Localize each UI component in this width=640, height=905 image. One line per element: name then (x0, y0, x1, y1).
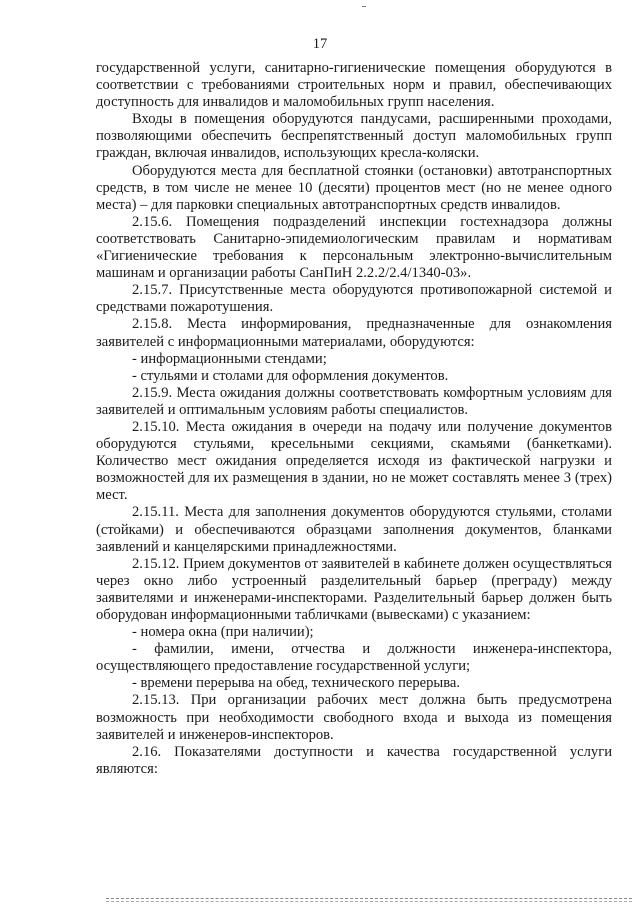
paragraph: государственной услуги, санитарно-гигиенические помещения оборудуются в соответствии с требованиями строительных норм и правил, обеспечивающих доступность для инвалидов и маломобильных групп населения. (96, 60, 612, 111)
scan-mark (362, 6, 366, 7)
paragraph: Оборудуются места для бесплатной стоянки (остановки) автотранспортных средств, в том числе не менее 10 (десяти) процентов мест (но не менее одного места) – для парковки специальных автотранспортных средств инвалидов. (96, 162, 612, 213)
paragraph: 2.15.10. Места ожидания в очереди на подачу или получение документов оборудуются стульями, кресельными секциями, скамьями (банкетками). Количество мест ожидания определяется исходя из фактической нагрузки и возможностей для их размещения в здании, но не может составлять менее 3 (трех) мест. (96, 418, 612, 504)
paragraph: Входы в помещения оборудуются пандусами, расширенными проходами, позволяющими обеспечить беспрепятственный доступ маломобильных групп граждан, включая инвалидов, использующих кресла-коляски. (96, 111, 612, 162)
list-item: - времени перерыва на обед, технического перерыва. (132, 675, 461, 692)
paragraph: 2.15.12. Прием документов от заявителей в кабинете должен осуществляться через окно либо устроенный разделительный барьер (преграду) между заявителями и инженерами-инспекторами. Разделительный барьер должен быть оборудован информационными табличками (вывесками) с указанием: (96, 555, 612, 623)
paragraph: 2.15.9. Места ожидания должны соответствовать комфортным условиям для заявителей и оптимальным условиям работы специалистов. (96, 384, 612, 418)
scan-edge-line (106, 898, 632, 900)
list-item: - информационными стендами; (132, 350, 327, 367)
page-number: 17 (312, 36, 328, 52)
list-item: - стульями и столами для оформления документов. (132, 367, 449, 384)
document-body (96, 60, 612, 778)
list-item: - номера окна (при наличии); (132, 624, 314, 641)
paragraph: 2.16. Показателями доступности и качества государственной услуги являются: (96, 743, 612, 777)
paragraph: 2.15.8. Места информирования, предназначенные для ознакомления заявителей с информационными материалами, оборудуются: (96, 316, 612, 350)
scan-edge-line (106, 901, 632, 903)
paragraph: 2.15.11. Места для заполнения документов оборудуются стульями, столами (стойками) и обеспечиваются образцами заполнения документов, бланками заявлений и канцелярскими принадлежностями. (96, 504, 612, 555)
list-item: - фамилии, имени, отчества и должности инженера-инспектора, осуществляющего предоставление государственной услуги; (96, 641, 612, 675)
paragraph: 2.15.13. При организации рабочих мест должна быть предусмотрена возможность при необходимости свободного входа и выхода из помещения заявителей и инженеров-инспекторов. (96, 692, 612, 743)
paragraph: 2.15.6. Помещения подразделений инспекции гостехнадзора должны соответствовать Санитарно-эпидемиологическим правилам и нормативам «Гигиенические требования к персональным электронно-вычислительным машинам и организации работы СанПиН 2.2.2/2.4/1340-03». (96, 213, 612, 282)
paragraph: 2.15.7. Присутственные места оборудуются противопожарной системой и средствами пожаротушения. (96, 282, 612, 316)
